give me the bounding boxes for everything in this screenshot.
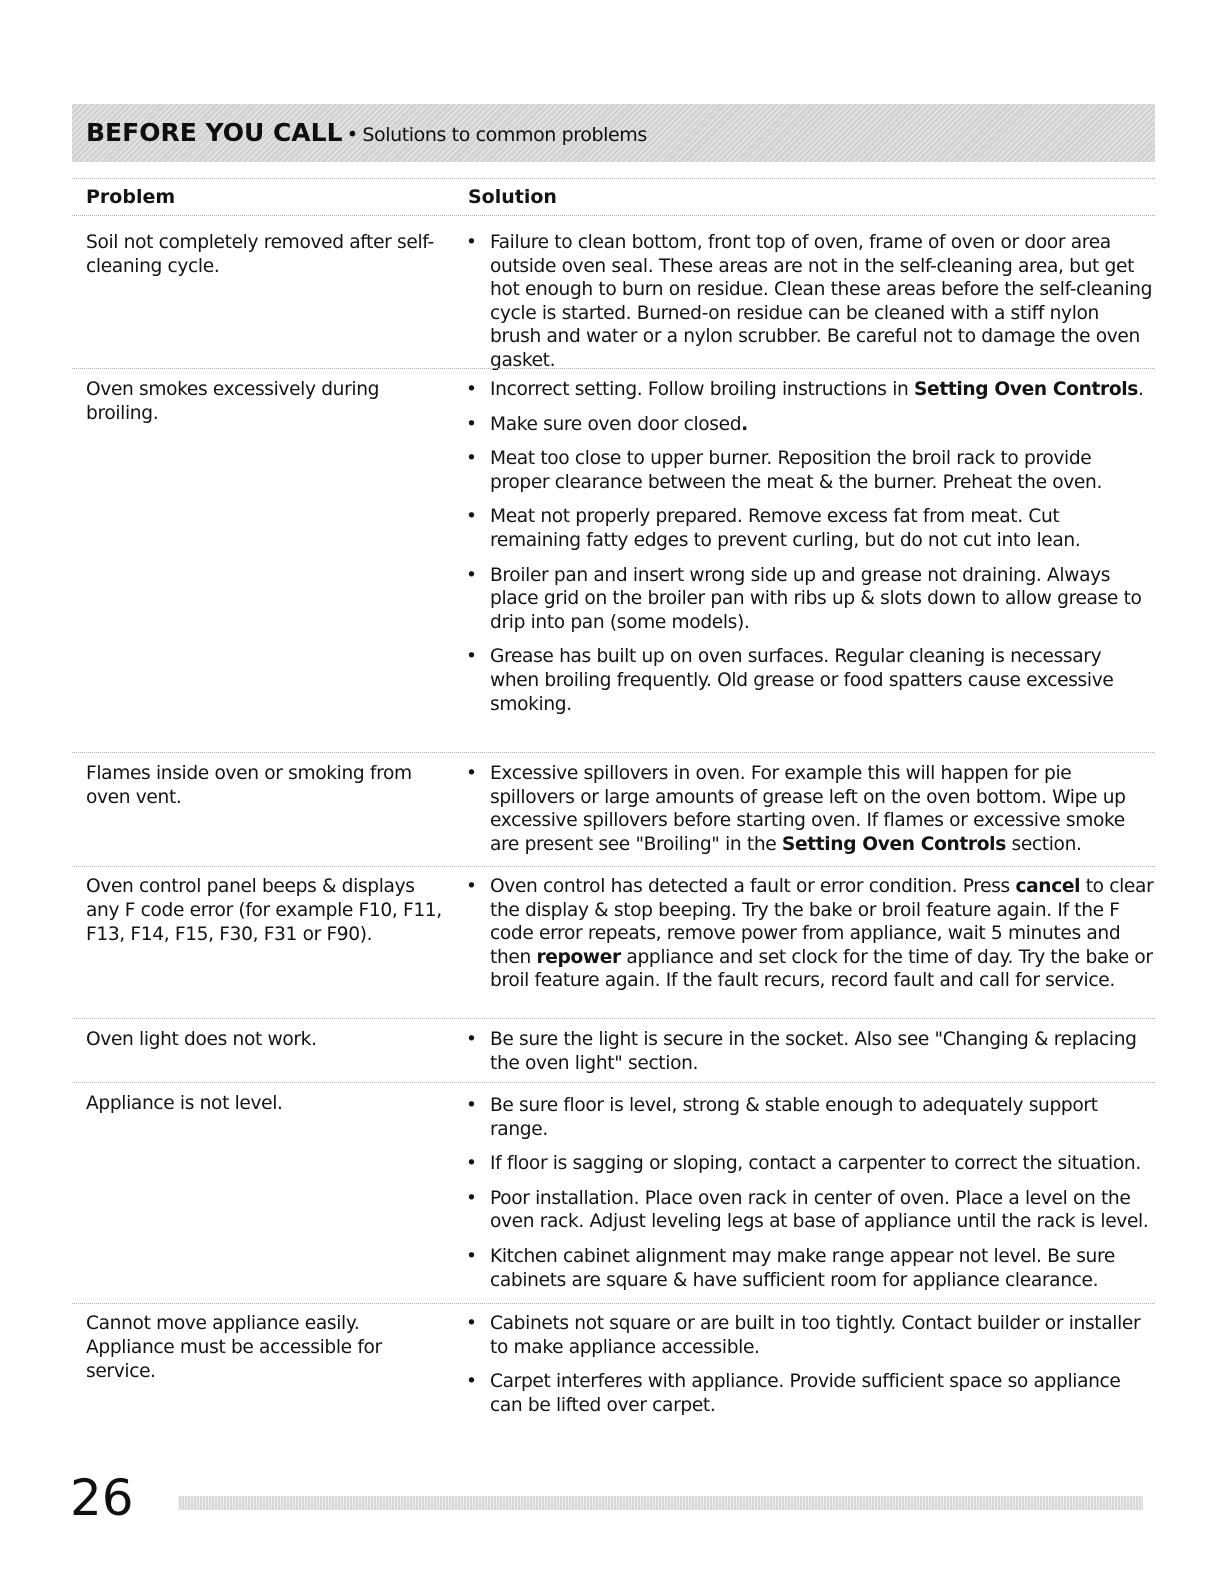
bullet-icon: • — [466, 1245, 477, 1267]
solution-list — [464, 875, 1154, 993]
solution-item: • Oven control has detected a fault or error condition. Press cancel to clear the display & stop beeping. Try the bake or broil feature again. If the F code error repeats, remove power from appliance, wait 5 minutes and then repower appliance and set clock for the time of day. Try the bake or broil feature again. If the fault recurs, record fault and call for service. — [466, 876, 1154, 992]
row-divider — [72, 752, 1155, 753]
solution-list — [464, 1094, 1154, 1292]
problem-text: Oven control panel beeps & displays any F code error (for example F10, F11, F13, F14, F15, F30, F31 or F90). — [86, 876, 442, 945]
bullet-icon: • — [466, 646, 477, 668]
problem-text: Soil not completely removed after self-cleaning cycle. — [86, 232, 434, 277]
header-top-rule — [72, 178, 1155, 179]
bullet-icon: • — [466, 876, 477, 897]
solution-item: • Make sure oven door closed. — [466, 413, 748, 435]
bullet-icon: • — [466, 448, 477, 470]
solution-item: • Broiler pan and insert wrong side up and grease not draining. Always place grid on the broiler pan with ribs up & slots down to allow grease to drip into pan (some models). — [466, 564, 1142, 633]
page-number: 26 — [70, 1469, 134, 1527]
row-divider — [72, 1018, 1155, 1019]
solution-list — [464, 1028, 1154, 1075]
solution-item: • Poor installation. Place oven rack in center of oven. Place a level on the oven rack. Adjust leveling legs at base of appliance until the rack is level. — [466, 1187, 1149, 1233]
solution-item: • Meat not properly prepared. Remove excess fat from meat. Cut remaining fatty edges to prevent curling, but do not cut into lean. — [466, 506, 1081, 551]
solution-item: • Failure to clean bottom, front top of oven, frame of oven or door area outside oven seal. These areas are not in the self-cleaning area, but get hot enough to burn on residue. Clean these areas before the self-cleaning cycle is started. Burned-on residue can be cleaned with a stiff nylon brush and water or a nylon scrubber. Be careful not to damage the oven gasket. — [466, 232, 1153, 371]
bullet-icon: • — [466, 1187, 477, 1209]
problem-text: Cannot move appliance easily. Appliance must be accessible for service. — [86, 1313, 382, 1382]
header-bottom-rule — [72, 215, 1155, 216]
bullet-icon: • — [466, 763, 477, 784]
bullet-icon: • — [466, 1371, 477, 1393]
section-banner — [72, 104, 1155, 162]
solution-list — [464, 1312, 1154, 1417]
solution-item: • Cabinets not square or are built in too tightly. Contact builder or installer to make appliance accessible. — [466, 1313, 1141, 1358]
solution-item: • Grease has built up on oven surfaces. Regular cleaning is necessary when broiling frequently. Old grease or food spatters cause excessive smoking. — [466, 646, 1114, 715]
problem-text: Oven smokes excessively during broiling. — [86, 379, 380, 424]
solution-item: • Meat too close to upper burner. Reposition the broil rack to provide proper clearance between the meat & the burner. Preheat the oven. — [466, 448, 1103, 493]
bullet-icon: • — [466, 564, 477, 586]
bullet-icon: • — [466, 379, 477, 400]
bullet-icon: • — [466, 232, 477, 253]
banner-title — [86, 118, 647, 150]
row-divider — [72, 866, 1155, 867]
solution-item: • Be sure the light is secure in the socket. Also see "Changing & replacing the oven light" section. — [466, 1029, 1137, 1074]
problem-column-header: Problem — [86, 186, 176, 208]
row-divider — [72, 1303, 1155, 1304]
bullet-icon: • — [466, 1313, 477, 1334]
solution-item: • Excessive spillovers in oven. For example this will happen for pie spillovers or large amounts of grease left on the oven bottom. Wipe up excessive spillovers before starting oven. If flames or excessive smoke are present see "Broiling" in the Setting Oven Controls section. — [466, 763, 1126, 855]
problem-text: Appliance is not level. — [86, 1093, 283, 1114]
bullet-icon: • — [466, 413, 477, 435]
solution-list — [464, 378, 1154, 716]
footer-decorative-bar — [178, 1496, 1143, 1510]
bullet-icon: • — [466, 1153, 477, 1175]
banner-subtitle: Solutions to common problems — [362, 124, 647, 146]
bullet-icon: • — [466, 1095, 477, 1116]
bullet-icon: • — [466, 1029, 477, 1050]
solution-item: • Be sure floor is level, strong & stable enough to adequately support range. — [466, 1095, 1098, 1140]
solution-item: • Incorrect setting. Follow broiling instructions in Setting Oven Controls. — [466, 379, 1144, 400]
row-divider — [72, 368, 1155, 369]
solution-item: • If floor is sagging or sloping, contact a carpenter to correct the situation. — [466, 1153, 1141, 1175]
problem-text: Flames inside oven or smoking from oven vent. — [86, 763, 412, 808]
banner-separator: • — [346, 122, 359, 146]
solution-list — [464, 762, 1154, 856]
solution-column-header: Solution — [468, 186, 557, 208]
bullet-icon: • — [466, 506, 477, 528]
solution-item: • Kitchen cabinet alignment may make range appear not level. Be sure cabinets are square & have sufficient room for appliance clearance. — [466, 1245, 1115, 1291]
problem-text: Oven light does not work. — [86, 1029, 317, 1050]
banner-heading: BEFORE YOU CALL — [86, 118, 343, 147]
solution-list — [464, 231, 1154, 373]
solution-item: • Carpet interferes with appliance. Provide sufficient space so appliance can be lifted over carpet. — [466, 1371, 1121, 1416]
row-divider — [72, 1082, 1155, 1083]
